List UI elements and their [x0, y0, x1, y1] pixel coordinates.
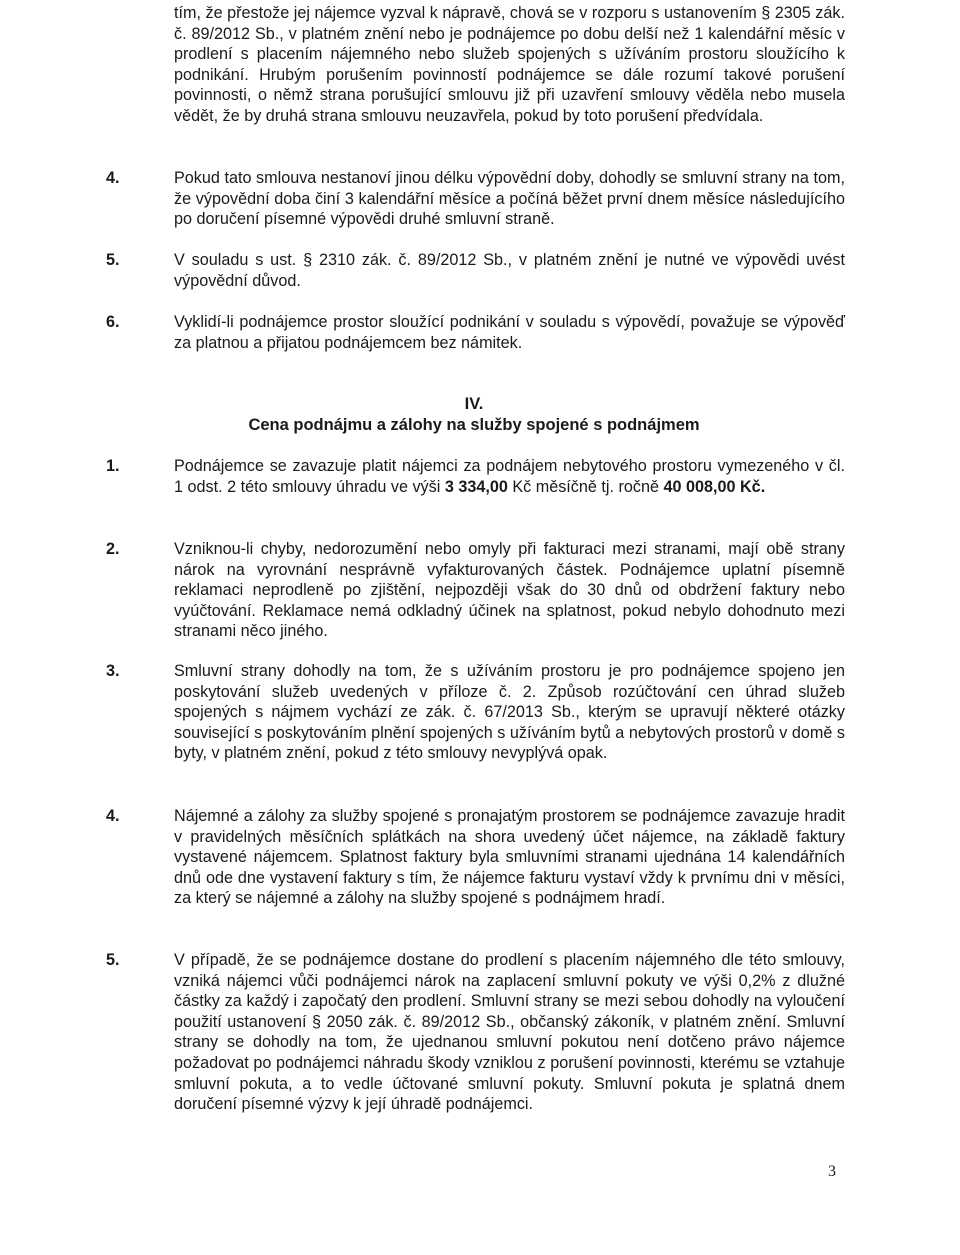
item-number: 4.	[106, 807, 120, 825]
clause-paragraph: Nájemné a zálohy za služby spojené s pronajatým prostorem se podnájemce zavazuje hradit v pravidelných měsíčních splátkách na shora uvedený účet nájemce, na základě faktury vystavené nájemcem. Splatnost faktury byla smluvními stranami ujednána 14 kalendářních dnů ode dne vystavení faktury s tím, že nájemce fakturu vystaví vždy k prvnímu dni v měsíci, za který se nájemné a zálohy na služby spojené s podnájmem hradí.	[174, 807, 845, 908]
clause-paragraph: Smluvní strany dohodly na tom, že s užíváním prostoru je pro podnájemce spojeno jen poskytování služeb uvedených v příloze č. 2. Způsob rozúčtování cen úhrad služeb spojených s nájmem vychází ze zák. č. 67/2013 Sb., kterým se upravují některé otázky související s poskytováním plnění spojených s užíváním bytů a nebytových prostorů v domě s byty, v platném znění, pokud z této smlouvy nevyplývá opak.	[174, 662, 845, 763]
item-number: 5.	[106, 951, 120, 969]
intro-paragraph: tím, že přestože jej nájemce vyzval k nápravě, chová se v rozporu s ustanovením § 2305 zák. č. 89/2012 Sb., v platném znění nebo je podnájemce po dobu delší než 1 kalendářní měsíc v prodlení s placením nájemného nebo služeb spojených s užíváním prostoru sloužícího k podnikání. Hrubým porušením povinností podnájemce se dále rozumí takové porušení povinnosti, o němž strana porušující smlouvu již při uzavření smlouvy věděla nebo musela vědět, že by druhá strana smlouvu neuzavřela, pokud by toto porušení předvídala.	[174, 4, 845, 125]
clause-paragraph: Pokud tato smlouva nestanoví jinou délku výpovědní doby, dohodly se smluvní strany na tom, že výpovědní doba činí 3 kalendářní měsíce a počíná běžet první dnem měsíce následujícího po doručení písemné výpovědi druhé smluvní straně.	[174, 169, 845, 229]
price-clause-paragraph	[174, 456, 845, 497]
item-number: 4.	[106, 169, 120, 187]
section-number: IV.	[464, 395, 484, 413]
item-number: 6.	[106, 313, 120, 331]
item-number: 1.	[106, 457, 120, 475]
section-title: Cena podnájmu a zálohy na služby spojené s podnájmem	[248, 416, 700, 434]
item-number: 3.	[106, 662, 120, 680]
clause-paragraph: V souladu s ust. § 2310 zák. č. 89/2012 Sb., v platném znění je nutné ve výpovědi uvést výpovědní důvod.	[174, 251, 845, 290]
clause-paragraph: Vzniknou-li chyby, nedorozumění nebo omyly při fakturaci mezi stranami, mají obě strany nárok na vyrovnání nesprávně vyfakturovaných částek. Podnájemce uplatní písemně reklamaci neprodleně po zjištění, nejpozději však do 30 dnů od obdržení faktury nebo vyúčtování. Reklamace nemá odkladný účinek na splatnost, pokud nebylo dohodnuto mezi stranami něco jiného.	[174, 540, 845, 641]
price-text-b: Kč měsíčně tj. ročně	[507, 477, 664, 496]
item-number: 5.	[106, 251, 120, 269]
monthly-amount: 3 334,00	[444, 477, 508, 496]
yearly-amount: 40 008,00 Kč.	[663, 477, 766, 496]
clause-paragraph: Vyklidí-li podnájemce prostor sloužící podnikání v souladu s výpovědí, považuje se výpověď za platnou a přijatou podnájemcem bez námitek.	[174, 313, 845, 352]
price-text-a: Podnájemce se zavazuje platit nájemci za podnájem nebytového prostoru vymezeného v čl. 1 odst. 2 této smlouvy úhradu ve výši	[174, 457, 845, 496]
page-number: 3	[828, 1163, 836, 1180]
item-number: 2.	[106, 540, 120, 558]
clause-paragraph: V případě, že se podnájemce dostane do prodlení s placením nájemného dle této smlouvy, vzniká nájemci vůči podnájemci nárok na zaplacení smluvní pokuty ve výši 0,2% z dlužné částky za každý i započatý den prodlení. Smluvní strany se mezi sebou dohodly na vyloučení použití ustanovení § 2050 zák. č. 89/2012 Sb., občanský zákoník, v platném znění. Smluvní strany se dohodly na tom, že ujednanou smluvní pokutou není dotčeno právo nájemce požadovat po podnájemci náhradu škody vzniklou z porušení povinnosti, kterému se vztahuje smluvní pokuta, a to vedle účtované smluvní pokuty. Smluvní pokuta je splatná dnem doručení písemné výzvy k její úhradě podnájemci.	[174, 951, 845, 1114]
